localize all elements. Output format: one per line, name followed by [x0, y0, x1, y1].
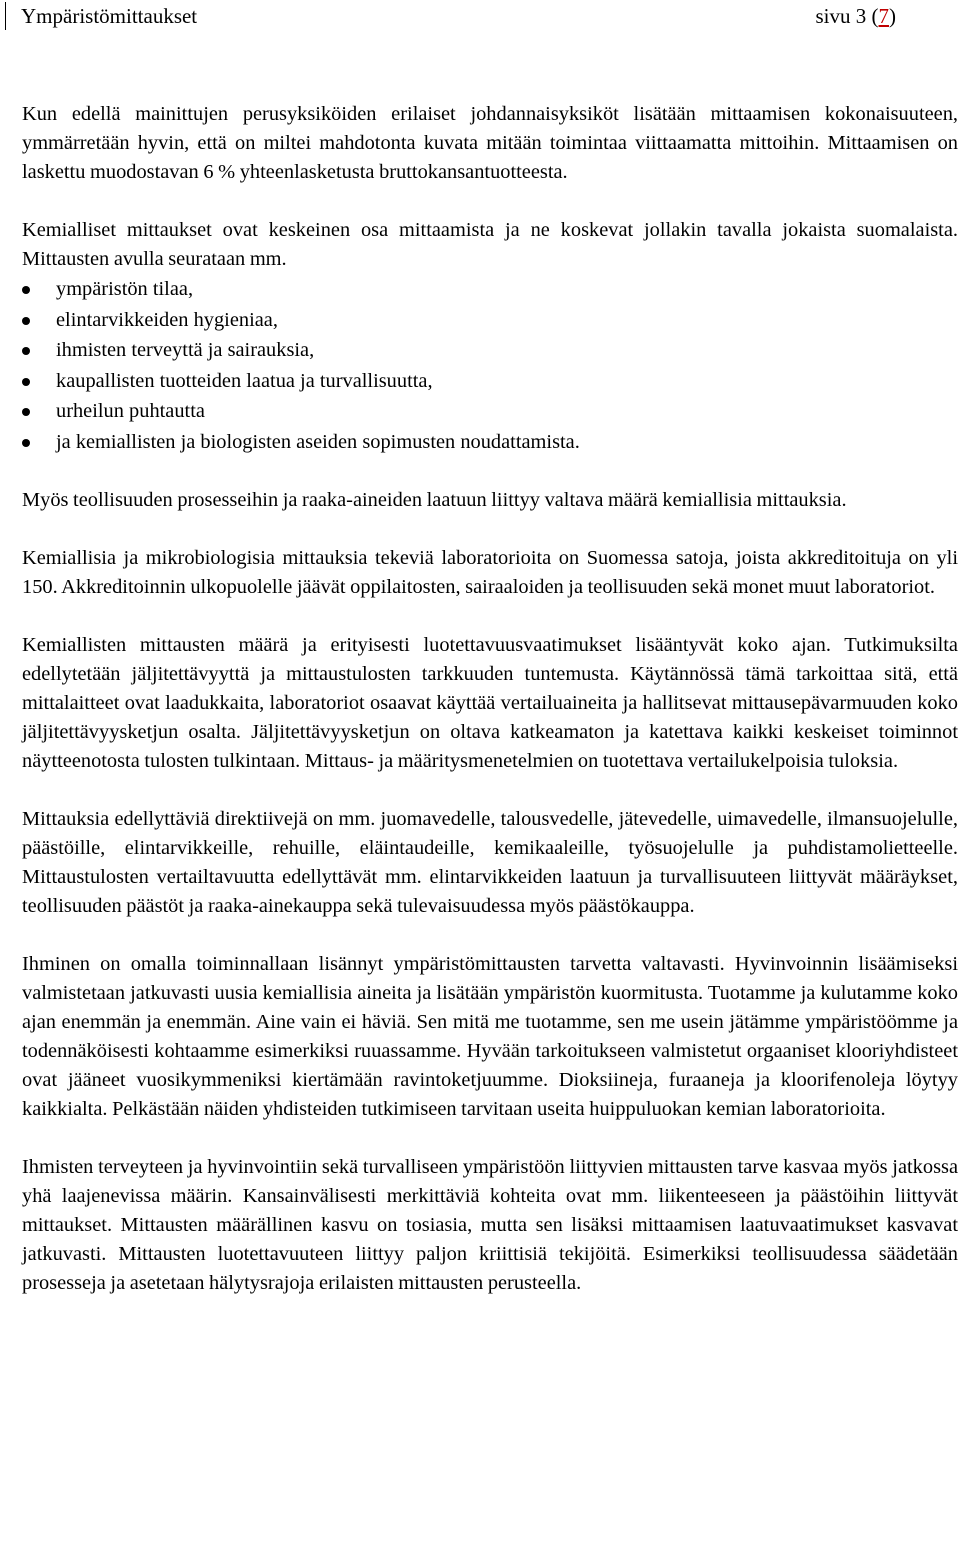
paragraph-chemical-measurements: Kemialliset mittaukset ovat keskeinen osa mittaamista ja ne koskevat jollakin tavalla jokaista suomalaista. Mittausten avulla seurataan mm.: [22, 219, 958, 270]
list-item-text: ympäristön tilaa,: [56, 278, 194, 300]
list-item-text: kaupallisten tuotteiden laatua ja turvallisuutta,: [56, 369, 433, 392]
page-total-link[interactable]: 7: [878, 4, 889, 28]
document-body: [22, 100, 958, 1298]
paragraph-laboratories: Kemiallisia ja mikrobiologisia mittauksia tekeviä laboratorioita on Suomessa satoja, joista akkreditoituja on yli 150. Akkreditoinnin ulkopuolelle jäävät oppilaitosten, sairaaloiden ja teollisuuden sekä monet muut laboratoriot.: [22, 547, 958, 598]
list-item-text: elintarvikkeiden hygieniaa,: [56, 308, 278, 331]
paragraph-measurement-units: Kun edellä mainittujen perusyksiköiden erilaiset johdannaisyksiköt lisätään mittaamisen kokonaisuuteen, ymmärretään hyvin, että on miltei mahdotonta kuvata mitään toimintaa viittaamatta mittoihin. Mittaamisen on laskettu muodostavan 6 % yhteenlasketusta bruttokansantuotteesta.: [22, 103, 958, 183]
list-item: [56, 305, 958, 336]
page-number-suffix: ): [889, 4, 896, 28]
bullet-icon: [22, 317, 30, 325]
paragraph-environmental-load: Ihminen on omalla toiminnallaan lisännyt ympäristömittausten tarvetta valtavasti. Hyvinvoinnin lisäämiseksi valmistetaan jatkuvasti uusia kemiallisia aineita ja lisätään ympäristön kuormitusta. Tuotamme ja kulutamme koko ajan enemmän ja enemmän. Aine vain ei häviä. Sen mitä me tuotamme, sen me usein jätämme ympäristöömme ja todennäköisesti kohtaamme esimerkiksi ruuassamme. Hyvään tarkoitukseen valmistetut orgaaniset klooriyhdisteet ovat jääneet vuosikymmeniksi kiertämään ravintoketjuumme. Dioksiineja, furaaneja ja kloorifenoleja löytyy kaikkialta. Pelkästään näiden yhdisteiden tutkimiseen tarvitaan useita huippuluokan kemian laboratorioita.: [22, 953, 958, 1120]
list-item-text: ja kemiallisten ja biologisten aseiden sopimusten noudattamista.: [56, 430, 580, 453]
list-item: [56, 335, 958, 366]
header-margin-rule: [5, 2, 6, 30]
list-item: [56, 274, 958, 305]
bullet-icon: [22, 439, 30, 447]
paragraph-future-needs: Ihmisten terveyteen ja hyvinvointiin sekä turvalliseen ympäristöön liittyvien mittausten tarve kasvaa myös jatkossa yhä laajenevissa määrin. Kansainvälisesti merkittäviä kohteita ovat mm. liikenteeseen ja päästöihin liittyvät mittaukset. Mittausten määrällinen kasvu on tosiasia, mutta sen lisäksi mittaamisen laatuvaatimukset kasvavat jatkuvasti. Mittausten luotettavuuteen liittyy paljon kriittisiä tekijöitä. Esimerkiksi teollisuudessa säädetään prosesseja ja asetetaan hälytysrajoja erilaisten mittausten perusteella.: [22, 1156, 958, 1294]
list-item: [56, 427, 958, 458]
paragraph-industry-measurements: Myös teollisuuden prosesseihin ja raaka-aineiden laatuun liittyy valtava määrä kemiallisia mittauksia.: [22, 489, 847, 511]
page-number: [816, 3, 897, 29]
paragraph-reliability-requirements: Kemiallisten mittausten määrä ja erityisesti luotettavuusvaatimukset lisääntyvät koko ajan. Tutkimuksilta edellytetään jäljitettävyyttä ja mittaustulosten tarkkuuden tuntemusta. Käytännössä tämä tarkoittaa sitä, että mittalaitteet ovat laadukkaita, laboratoriot osaavat käyttää vertailuaineita ja hallitsevat mittausepävarmuuden koko jäljitettävyysketjun osalta. Jäljitettävyysketjun on oltava katkeamaton ja katettava kaikki keskeiset toiminnot näytteenotosta tulosten tulkintaan. Mittaus- ja määritysmenetelmien on tuotettava vertailukelpoisia tuloksia.: [22, 634, 958, 772]
bullet-icon: [22, 378, 30, 386]
bullet-list: [22, 274, 958, 457]
bullet-icon: [22, 286, 30, 294]
document-title: Ympäristömittaukset: [21, 4, 198, 28]
list-item: [56, 396, 958, 427]
page-number-prefix: sivu 3 (: [815, 4, 879, 28]
list-item-text: ihmisten terveyttä ja sairauksia,: [56, 339, 315, 361]
list-item-text: urheilun puhtautta: [56, 400, 205, 422]
bullet-icon: [22, 408, 30, 416]
page-header: [0, 0, 960, 32]
paragraph-directives: Mittauksia edellyttäviä direktiivejä on mm. juomavedelle, talousvedelle, jätevedelle, uimavedelle, ilmansuojelulle, päästöille, elintarvikkeille, rehuille, eläintaudeille, kemikaaleille, työsuojelulle ja puhdistamolietteelle. Mittaustulosten vertailtavuutta edellyttävät mm. elintarvikkeiden laatuun ja turvallisuuteen liittyvät määräykset, teollisuuden päästöt ja raaka-ainekauppa sekä tulevaisuudessa myös päästökauppa.: [22, 808, 958, 917]
bullet-icon: [22, 347, 30, 355]
list-item: [56, 366, 958, 397]
